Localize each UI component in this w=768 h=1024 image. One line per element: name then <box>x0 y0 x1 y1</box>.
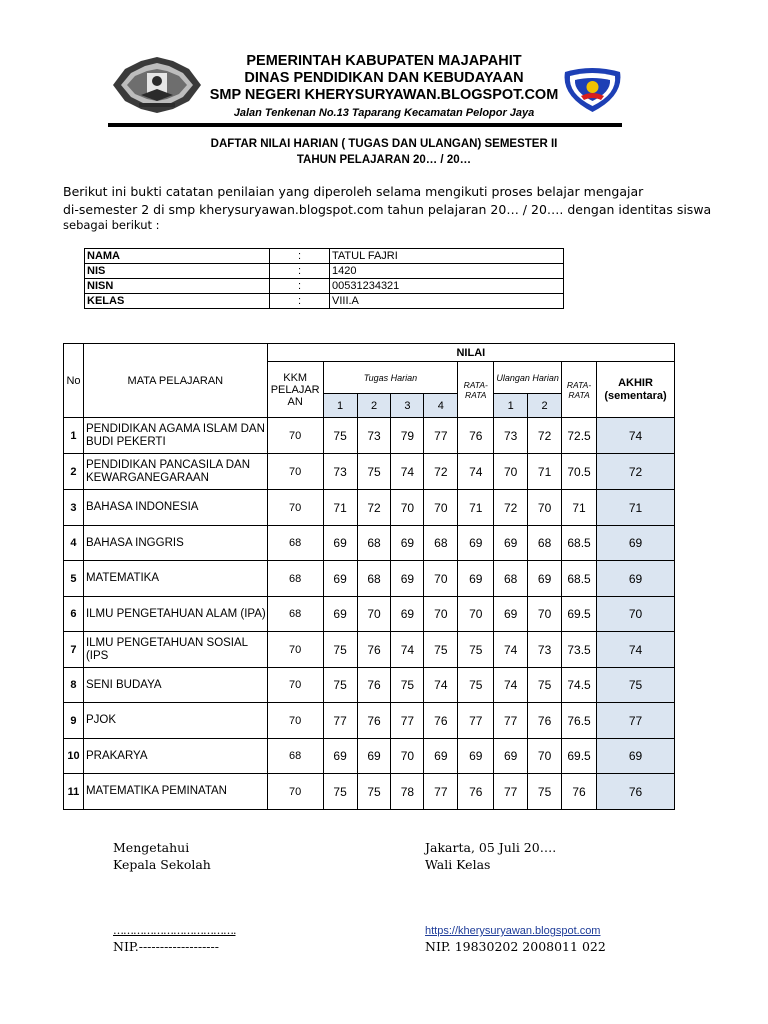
grades-table <box>63 343 675 810</box>
col-header-ulangan: Ulangan Harian <box>494 362 562 394</box>
grade-cell-no: 3 <box>64 490 84 526</box>
grade-cell-r1: 69 <box>458 561 494 597</box>
grade-cell-r2: 72.5 <box>562 418 597 454</box>
grade-cell-u1: 73 <box>494 418 528 454</box>
grade-cell-subject: MATEMATIKA PEMINATAN <box>83 774 267 810</box>
grade-cell-no: 9 <box>64 703 84 739</box>
grade-cell-u1: 74 <box>494 668 528 703</box>
grade-cell-t1: 69 <box>323 739 357 774</box>
identity-separator: : <box>270 264 330 279</box>
grade-cell-no: 1 <box>64 418 84 454</box>
grade-cell-r1: 71 <box>458 490 494 526</box>
grade-cell-t2: 75 <box>357 774 391 810</box>
header-line-1: PEMERINTAH KABUPATEN MAJAPAHIT <box>246 53 522 69</box>
signature-right-nip: NIP. 19830202 2008011 022 <box>425 939 606 954</box>
grade-cell-r2: 74.5 <box>562 668 597 703</box>
grade-cell-t3: 69 <box>391 561 424 597</box>
grade-cell-t4: 77 <box>424 418 458 454</box>
identity-label: KELAS <box>85 294 270 309</box>
grade-cell-t2: 75 <box>357 454 391 490</box>
grade-cell-r2: 68.5 <box>562 526 597 561</box>
grade-cell-r1: 77 <box>458 703 494 739</box>
grade-cell-akhir: 72 <box>597 454 675 490</box>
grade-cell-t3: 74 <box>391 632 424 668</box>
grade-cell-r1: 76 <box>458 774 494 810</box>
col-header-subject: MATA PELAJARAN <box>83 344 267 418</box>
grade-cell-subject: BAHASA INGGRIS <box>83 526 267 561</box>
grade-cell-subject: SENI BUDAYA <box>83 668 267 703</box>
grade-row <box>64 632 675 668</box>
identity-label: NISN <box>85 279 270 294</box>
grade-cell-r2: 71 <box>562 490 597 526</box>
grade-cell-t3: 69 <box>391 597 424 632</box>
col-header-rata-1: RATA-RATA <box>458 362 494 418</box>
grade-row <box>64 774 675 810</box>
grade-cell-subject: MATEMATIKA <box>83 561 267 597</box>
grade-cell-t4: 69 <box>424 739 458 774</box>
grade-cell-r1: 69 <box>458 739 494 774</box>
grade-cell-t4: 77 <box>424 774 458 810</box>
col-header-no: No <box>64 344 84 418</box>
identity-value: 00531234321 <box>330 279 564 294</box>
grade-cell-kkm: 68 <box>267 526 323 561</box>
grade-cell-u2: 75 <box>528 668 562 703</box>
grade-cell-no: 6 <box>64 597 84 632</box>
col-header-rata-2: RATA-RATA <box>562 362 597 418</box>
grade-cell-kkm: 70 <box>267 454 323 490</box>
grade-cell-r2: 68.5 <box>562 561 597 597</box>
grade-cell-kkm: 70 <box>267 668 323 703</box>
grade-cell-akhir: 71 <box>597 490 675 526</box>
grade-cell-kkm: 70 <box>267 703 323 739</box>
grade-cell-no: 7 <box>64 632 84 668</box>
grade-cell-r2: 70.5 <box>562 454 597 490</box>
grade-cell-u2: 71 <box>528 454 562 490</box>
grade-cell-t1: 69 <box>323 561 357 597</box>
intro-line-2: di-semester 2 di smp kherysuryawan.blogspot.com tahun pelajaran 20… / 20…. dengan identitas siswa <box>63 202 712 217</box>
grade-cell-subject: ILMU PENGETAHUAN SOSIAL (IPS <box>83 632 267 668</box>
grade-cell-akhir: 69 <box>597 526 675 561</box>
grade-row <box>64 597 675 632</box>
grade-cell-t2: 72 <box>357 490 391 526</box>
grade-cell-t2: 69 <box>357 739 391 774</box>
grade-cell-kkm: 68 <box>267 561 323 597</box>
signature-left-line-1: Mengetahui <box>113 840 190 855</box>
identity-row <box>85 264 564 279</box>
grade-cell-t4: 70 <box>424 597 458 632</box>
grade-cell-t3: 79 <box>391 418 424 454</box>
grade-cell-t4: 68 <box>424 526 458 561</box>
grade-cell-kkm: 70 <box>267 418 323 454</box>
grade-cell-u1: 74 <box>494 632 528 668</box>
grade-cell-r2: 69.5 <box>562 597 597 632</box>
grade-cell-t2: 73 <box>357 418 391 454</box>
col-header-tugas-1: 1 <box>323 394 357 418</box>
grade-row <box>64 490 675 526</box>
grade-cell-subject: PRAKARYA <box>83 739 267 774</box>
grade-row <box>64 668 675 703</box>
signature-right-line-1: Jakarta, 05 Juli 20…. <box>425 840 557 855</box>
grade-cell-kkm: 68 <box>267 597 323 632</box>
grade-cell-u1: 77 <box>494 774 528 810</box>
grades-body <box>64 418 675 810</box>
grade-cell-t2: 76 <box>357 668 391 703</box>
grade-cell-no: 5 <box>64 561 84 597</box>
signature-right-line-2: Wali Kelas <box>425 857 491 872</box>
identity-value: 1420 <box>330 264 564 279</box>
col-header-akhir: AKHIR (sementara) <box>597 362 675 418</box>
grade-cell-subject: ILMU PENGETAHUAN ALAM (IPA) <box>83 597 267 632</box>
header-divider <box>108 123 622 127</box>
grade-cell-u2: 70 <box>528 490 562 526</box>
grade-cell-u1: 68 <box>494 561 528 597</box>
grade-cell-akhir: 75 <box>597 668 675 703</box>
document-title: DAFTAR NILAI HARIAN ( TUGAS DAN ULANGAN) SEMESTER II <box>210 138 558 150</box>
grade-row <box>64 418 675 454</box>
grade-cell-r2: 76 <box>562 774 597 810</box>
grade-cell-subject: PENDIDIKAN PANCASILA DAN KEWARGANEGARAAN <box>83 454 267 490</box>
grade-cell-u1: 69 <box>494 526 528 561</box>
grade-cell-no: 10 <box>64 739 84 774</box>
grade-cell-t3: 75 <box>391 668 424 703</box>
grade-cell-t3: 77 <box>391 703 424 739</box>
grade-cell-t2: 70 <box>357 597 391 632</box>
identity-value: VIII.A <box>330 294 564 309</box>
grade-cell-u2: 69 <box>528 561 562 597</box>
signature-left-nip: NIP.------------------- <box>113 939 219 954</box>
grade-cell-akhir: 76 <box>597 774 675 810</box>
grade-cell-t1: 75 <box>323 418 357 454</box>
col-header-ulangan-2: 2 <box>528 394 562 418</box>
signature-left-line-2: Kepala Sekolah <box>113 857 211 872</box>
grade-cell-t4: 70 <box>424 490 458 526</box>
identity-row <box>85 249 564 264</box>
grade-cell-t4: 74 <box>424 668 458 703</box>
col-header-nilai: NILAI <box>267 344 674 362</box>
grade-cell-t2: 76 <box>357 632 391 668</box>
grade-cell-akhir: 74 <box>597 418 675 454</box>
identity-separator: : <box>270 279 330 294</box>
grade-cell-r1: 75 <box>458 632 494 668</box>
grade-cell-u1: 69 <box>494 739 528 774</box>
grade-cell-subject: BAHASA INDONESIA <box>83 490 267 526</box>
grade-cell-t4: 70 <box>424 561 458 597</box>
identity-value: TATUL FAJRI <box>330 249 564 264</box>
grade-cell-akhir: 77 <box>597 703 675 739</box>
grade-cell-u2: 70 <box>528 739 562 774</box>
grade-cell-t3: 69 <box>391 526 424 561</box>
grade-cell-no: 11 <box>64 774 84 810</box>
grade-cell-u2: 75 <box>528 774 562 810</box>
identity-label: NAMA <box>85 249 270 264</box>
grade-cell-t3: 70 <box>391 490 424 526</box>
grade-cell-t3: 70 <box>391 739 424 774</box>
col-header-tugas-4: 4 <box>424 394 458 418</box>
grade-cell-r2: 69.5 <box>562 739 597 774</box>
grade-cell-t2: 68 <box>357 526 391 561</box>
grade-cell-u2: 76 <box>528 703 562 739</box>
grade-row <box>64 561 675 597</box>
intro-line-3: sebagai berikut : <box>63 218 160 232</box>
grade-cell-t2: 76 <box>357 703 391 739</box>
grade-cell-akhir: 74 <box>597 632 675 668</box>
grade-row <box>64 454 675 490</box>
grade-cell-subject: PJOK <box>83 703 267 739</box>
header-line-2: DINAS PENDIDIKAN DAN KEBUDAYAAN <box>244 70 524 86</box>
grade-cell-r1: 75 <box>458 668 494 703</box>
header-line-3: SMP NEGERI KHERYSURYAWAN.BLOGSPOT.COM <box>209 87 559 103</box>
student-identity-table <box>84 248 564 309</box>
identity-separator: : <box>270 249 330 264</box>
grade-cell-t1: 75 <box>323 632 357 668</box>
grade-cell-u1: 70 <box>494 454 528 490</box>
grade-cell-t4: 72 <box>424 454 458 490</box>
grade-cell-r2: 76.5 <box>562 703 597 739</box>
grade-cell-t1: 69 <box>323 526 357 561</box>
grade-cell-akhir: 70 <box>597 597 675 632</box>
grade-cell-akhir: 69 <box>597 739 675 774</box>
grade-cell-u1: 77 <box>494 703 528 739</box>
grade-cell-no: 2 <box>64 454 84 490</box>
identity-row <box>85 294 564 309</box>
grade-cell-t2: 68 <box>357 561 391 597</box>
grade-row <box>64 739 675 774</box>
identity-label: NIS <box>85 264 270 279</box>
col-header-tugas: Tugas Harian <box>323 362 458 394</box>
grade-cell-kkm: 68 <box>267 739 323 774</box>
grade-cell-kkm: 70 <box>267 632 323 668</box>
grade-cell-subject: PENDIDIKAN AGAMA ISLAM DAN BUDI PEKERTI <box>83 418 267 454</box>
signature-left-dots: ………………………………. <box>113 924 236 937</box>
grade-cell-u2: 72 <box>528 418 562 454</box>
grade-cell-akhir: 69 <box>597 561 675 597</box>
grade-cell-t4: 75 <box>424 632 458 668</box>
grade-cell-r1: 74 <box>458 454 494 490</box>
grade-cell-r2: 73.5 <box>562 632 597 668</box>
grade-cell-r1: 70 <box>458 597 494 632</box>
grade-row <box>64 526 675 561</box>
grade-cell-r1: 76 <box>458 418 494 454</box>
grade-cell-kkm: 70 <box>267 490 323 526</box>
header-address: Jalan Tenkenan No.13 Taparang Kecamatan Pelopor Jaya <box>233 107 535 119</box>
intro-line-1: Berikut ini bukti catatan penilaian yang diperoleh selama mengikuti proses belajar mengajar <box>63 184 644 199</box>
grade-cell-t1: 71 <box>323 490 357 526</box>
grade-cell-u2: 70 <box>528 597 562 632</box>
grade-cell-t1: 73 <box>323 454 357 490</box>
grade-cell-u1: 72 <box>494 490 528 526</box>
grade-cell-t1: 75 <box>323 668 357 703</box>
grade-cell-t4: 76 <box>424 703 458 739</box>
grade-cell-t3: 74 <box>391 454 424 490</box>
grade-cell-t3: 78 <box>391 774 424 810</box>
grade-cell-t1: 69 <box>323 597 357 632</box>
grade-cell-kkm: 70 <box>267 774 323 810</box>
grade-cell-no: 8 <box>64 668 84 703</box>
document-subtitle: TAHUN PELAJARAN 20… / 20… <box>296 154 472 166</box>
grade-cell-u2: 68 <box>528 526 562 561</box>
grade-cell-no: 4 <box>64 526 84 561</box>
identity-row <box>85 279 564 294</box>
grade-cell-u1: 69 <box>494 597 528 632</box>
grade-cell-r1: 69 <box>458 526 494 561</box>
grade-cell-t1: 75 <box>323 774 357 810</box>
grade-cell-t1: 77 <box>323 703 357 739</box>
col-header-ulangan-1: 1 <box>494 394 528 418</box>
identity-separator: : <box>270 294 330 309</box>
blog-link[interactable]: https://kherysuryawan.blogspot.com <box>425 925 601 937</box>
grade-cell-u2: 73 <box>528 632 562 668</box>
grade-row <box>64 703 675 739</box>
col-header-tugas-3: 3 <box>391 394 424 418</box>
col-header-tugas-2: 2 <box>357 394 391 418</box>
col-header-kkm: KKM PELAJAR AN <box>267 362 323 418</box>
